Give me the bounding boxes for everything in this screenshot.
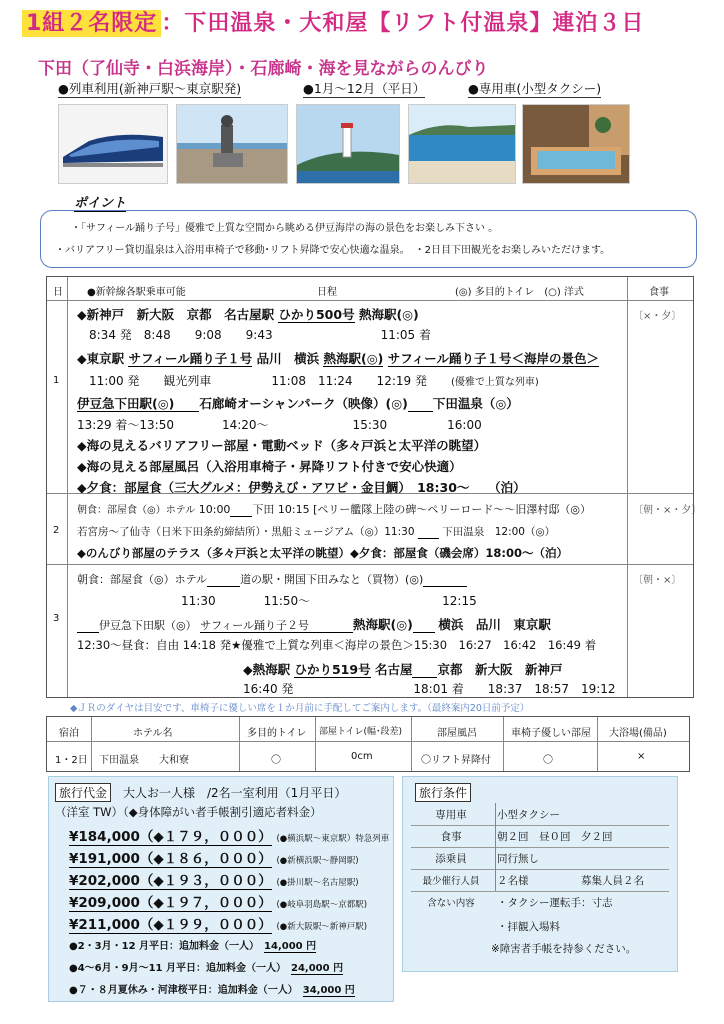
onsen-photo (522, 104, 630, 184)
schedule-note: ◆ＪＲのダイヤは目安です、車椅子に優しい席を１か月前に手配してご案内します。（最終案内20日前予定） (70, 703, 530, 714)
hotel-cell-large-bath: × (637, 751, 646, 762)
day3-line4: 12:30〜昼食：自由 14:18 発★優雅で上質な列車＜海岸の景色＞15:30 16:27 16:42 16:49 着 (77, 638, 597, 652)
hotel-head-toilet: 多目的トイレ (247, 728, 307, 739)
day1-line1: ◆新神戸 新大阪 京都 名古屋駅 ひかり500号 熱海駅(◎) (77, 307, 419, 322)
day3-line1: 朝食：部屋食（◎）ホテル 道の駅・開国下田みなと（買物）(◎) (77, 571, 467, 587)
day1-line8: ◆海の見える部屋風呂（入浴用車椅子・昇降リフト付きで安心快適） (77, 459, 462, 474)
hotel-head-room-toilet: 部屋トイレ(幅･段差) (319, 727, 403, 737)
statue-photo (176, 104, 288, 184)
price-item-4: ¥209,000（◆１９７，０００） (●岐阜羽島駅〜京都駅) (69, 895, 368, 911)
extra-fee-2: ●4〜6月・9月〜11 月平日：追加料金（一人） 24,000 円 (69, 963, 344, 974)
hotel-cell-toilet: 〇 (271, 755, 281, 766)
conditions-label: 旅行条件 (415, 783, 471, 802)
cond-row-car: 専用車 小型タクシー (411, 803, 669, 826)
day3-line3: 伊豆急下田駅（◎） サフィール踊り子２号 熱海駅(◎) 横浜 品川 東京駅 (77, 615, 551, 633)
day1-line7: ◆海の見えるバリアフリー部屋・電動ベッド（多々戸浜と太平洋の眺望） (77, 438, 487, 453)
day2-line2: 若宮房〜了仙寺（日米下田条約締結所）・黒船ミュージアム（◎）11:30 下田温泉 12:00（◎） (77, 526, 556, 538)
day3-number: 3 (53, 613, 60, 624)
day3-meal: 〔朝・×〕 (633, 575, 682, 586)
tag-taxi: ●専用車(小型タクシー) (468, 81, 602, 96)
head-legend: (◎) 多目的トイレ (○) 洋式 (455, 287, 584, 298)
extra-fee-1: ●2・3月・12 月平日：追加料金（一人） 14,000 円 (69, 941, 317, 952)
title-highlight: 1組２名限定 (22, 10, 161, 37)
day1-line9: ◆夕食：部屋食（三大グルメ：伊勢えび・アワビ・金目鯛） 18:30〜 （泊） (77, 480, 526, 495)
day3-line2: 11:30 11:50〜 12:15 (181, 594, 477, 608)
hotel-head-bath: 部屋風呂 (437, 728, 477, 739)
day2-meal: 〔朝・×・夕〕 (633, 505, 702, 516)
price-box (48, 776, 394, 1002)
hotel-cell-name: 下田温泉 大和寮 (99, 755, 189, 766)
extra-fee-3: ●７・８月夏休み・河津桜平日：追加料金（一人） 34,000 円 (69, 985, 355, 996)
hotel-cell-wheelchair: 〇 (543, 755, 553, 766)
day1-number: 1 (53, 375, 60, 386)
head-meal: 食事 (649, 287, 669, 298)
price-line-2: （洋室 TW）（◆身体障がい者手帳割引適応者料金） (55, 805, 322, 819)
hotel-cell-room-toilet: 0cm (351, 751, 373, 762)
day3-line5: ◆熱海駅 ひかり519号 名古屋 京都 新大阪 新神戸 (243, 662, 563, 677)
hotel-head-wheelchair: 車椅子優しい部屋 (511, 728, 591, 739)
title-main: ：下田温泉・大和屋【リフト付温泉】連泊３日 (161, 11, 645, 36)
head-day: 日 (53, 287, 63, 298)
day1-line6: 13:29 着〜13:50 14:20〜 15:30 16:00 (77, 418, 482, 432)
cond-row-meals: 食事 朝２回 昼０回 夕２回 (411, 825, 669, 848)
price-line-1: 大人お一人様 /2名一室利用（1月平日） (123, 786, 347, 800)
hotel-head-name: ホテル名 (133, 728, 173, 739)
day1-line5: 伊豆急下田駅(◎) 石廊崎オーシャンパーク（映像）(◎) 下田温泉（◎） (77, 396, 519, 411)
price-item-1: ¥184,000（◆１７９，０００） (●横浜駅〜東京駅）特急列車 (69, 829, 390, 845)
cond-row-minimum: 最少催行人員 ２名様 募集人員２名 (411, 869, 669, 892)
lighthouse-photo (296, 104, 400, 184)
tag-season: ●1月〜12月（平日） (303, 81, 426, 96)
day1-line2: 8:34 発 8:48 9:08 9:43 11:05 着 (89, 328, 432, 342)
hotel-cell-bath: 〇リフト昇降付 (421, 755, 491, 766)
cond-row-excluded: 含ない内容 ・タクシー運転手：寸志 (427, 897, 613, 909)
beach-photo (408, 104, 516, 184)
head-title: 日程 (317, 287, 337, 298)
train-photo (58, 104, 168, 184)
hotel-head-stay: 宿泊 (59, 728, 79, 739)
day2-number: 2 (53, 525, 60, 536)
hotel-table (46, 716, 690, 772)
tag-train: ●列車利用(新神戸駅〜東京駅発) (58, 81, 242, 96)
cond-extra-2: ※障害者手帳を持参ください。 (491, 943, 637, 955)
page-title (22, 6, 644, 37)
point-line-1: ・「サフィール踊り子号」優雅で上質な空間から眺める伊豆海岸の海の景色をお楽しみ下さい 。 (71, 223, 499, 234)
price-item-3: ¥202,000（◆１９３，０００） (●掛川駅〜名古屋駅) (69, 873, 359, 889)
head-note: ●新幹線各駅乗車可能 (87, 287, 186, 298)
day1-line3: ◆東京駅 サフィール踊り子１号 品川 横浜 熱海駅(◎) サフィール踊り子１号＜海岸の景色＞ (77, 351, 599, 366)
day1-meal: 〔×・夕〕 (633, 311, 682, 322)
point-label: ポイント (74, 192, 126, 212)
page-subtitle: 下田（了仙寺・白浜海岸）・石廊崎・海を見ながらのんびり (38, 59, 489, 79)
price-label: 旅行代金 (55, 783, 111, 802)
day2-line3: ◆のんびり部屋のテラス（多々戸浜と太平洋の眺望）◆夕食：部屋食（磯会席）18:00〜（泊） (77, 546, 568, 560)
conditions-box (402, 776, 678, 972)
cond-row-guide: 添乗員 同行無し (411, 847, 669, 870)
hotel-head-large-bath: 大浴場(備品) (609, 728, 667, 739)
day1-line4: 11:00 発 観光列車 11:08 11:24 12:19 発 (優雅で上質な列車) (89, 374, 539, 388)
point-box (40, 210, 697, 268)
price-item-5: ¥211,000（◆１９９，０００） (●新大阪駅〜新神戸駅) (69, 917, 368, 933)
cond-extra-1: ・拝観入場料 (497, 921, 560, 933)
point-line-2: ・バリアフリー貸切温泉は入浴用車椅子で移動･リフト昇降で安心快適な温泉。 ・2日目下田観光をお楽しみいただけます。 (55, 245, 611, 256)
day2-line1: 朝食：部屋食（◎）ホテル 10:00 下田 10:15 [ペリー艦隊上陸の碑〜ペリーロード〜〜旧澤村邸（◎） (77, 503, 592, 516)
itinerary-table (46, 276, 702, 698)
price-item-2: ¥191,000（◆１８６，０００） (●新横浜駅〜静岡駅) (69, 851, 359, 867)
day3-line6: 16:40 発 18:01 着 18:37 18:57 19:12 (243, 682, 616, 696)
hotel-cell-days: 1・2日 (55, 755, 88, 766)
